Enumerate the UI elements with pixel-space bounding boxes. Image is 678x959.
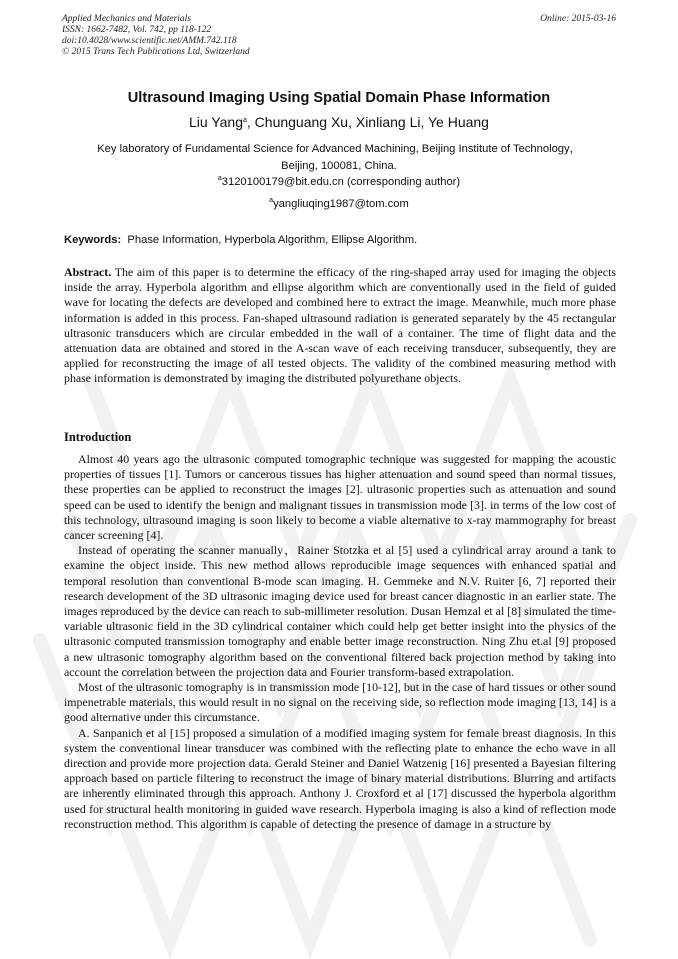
keywords-text: Phase Information, Hyperbola Algorithm, Ellipse Algorithm.	[127, 234, 418, 246]
email-2[interactable]	[40, 198, 638, 210]
affiliation	[40, 141, 638, 175]
email-1-text[interactable]: 3120100179@bit.edu.cn (corresponding author)	[221, 176, 461, 188]
doi-line: doi:10.4028/www.scientific.net/AMM.742.118	[62, 36, 237, 46]
paper-title: Ultrasound Imaging Using Spatial Domain Phase Information	[127, 90, 551, 106]
intro-paragraph-1: Almost 40 years ago the ultrasonic computed tomographic technique was suggested for mapping the acoustic properties of tissues [1]. Tumors or cancerous tissues has higher attenuation and sound speed than normal tissues, these properties can be applied to reconstruct the images [2]. ultrasonic properties such as attenuation and sound speed can be used to identify the benign and malignant tissues in transmission mode [3]. in terms of the low cost of this technology, ultrasound imaging is soon likely to become a viable alternative to x-ray mammography for breast cancer screening [4].	[64, 452, 616, 543]
introduction-body	[64, 452, 616, 832]
journal-header	[62, 14, 616, 58]
intro-paragraph-2: Instead of operating the scanner manually，Rainer Stotzka et al [5] used a cylindrical array around a tank to examine the object inside. This new method allows reproducible image sequences with enhanced spatial and temporal resolution than conventional B-mode scan imaging. H. Gemmeke and N.V. Ruiter [6, 7] reported their research development of the 3D ultrasonic imaging device used for breast cancer diagnostic in an earlier state. The images reproduced by the device can reach to sub-millimeter resolution. Dusan Hemzal et al [8] simulated the time-variable ultrasonic field in the 3D cylindrical container which could help get better insight into the physics of the ultrasonic computed transmission tomography and enable better image reconstruction. Ning Zhu et.al [9] proposed a new ultrasonic tomography algorithm based on the conventional filtered back projection method by taking into account the correlation between the projection data and Fourier transform-based extrapolation.	[64, 543, 616, 679]
abstract-label: Abstract.	[64, 265, 112, 279]
affiliation-line-2: Beijing, 100081, China.	[281, 160, 397, 172]
keywords-label: Keywords:	[64, 234, 122, 246]
author-list	[40, 114, 638, 130]
email-1-mark: a	[217, 175, 222, 182]
abstract-text: The aim of this paper is to determine the efficacy of the ring-shaped array used for imaging the objects inside the array. Hyperbola algorithm and ellipse algorithm which are conventionally used in the field of guided wave for locating the defects are developed and combined here to extract the image. Meanwhile, much more phase information is added in this process. Fan-shaped ultrasound radiation is generated separately by the 45 rectangular ultrasonic transducers which are circular embedded in the wall of a container. The time of flight data and the attenuation data are obtained and stored in the A-scan wave of each receiving transducer, subsequently, they are applied for reconstructing the image of all tested objects. The validity of the combined measuring method with phase information is demonstrated by imaging the distributed polyurethane objects.	[64, 265, 616, 386]
copyright-line: © 2015 Trans Tech Publications Ltd, Switzerland	[62, 47, 250, 57]
author-first-affil-mark: a	[242, 117, 247, 124]
journal-name: Applied Mechanics and Materials	[62, 14, 192, 24]
author-rest: , Chunguang Xu, Xinliang Li, Ye Huang	[246, 114, 489, 130]
intro-paragraph-3: Most of the ultrasonic tomography is in transmission mode [10-12], but in the case of hard tissues or other sound impenetrable materials, this would result in no signal on the receiving side, so reflection mode imaging [13, 14] is a good alternative under this circumstance.	[64, 680, 616, 725]
abstract	[64, 265, 616, 387]
affiliation-line-1: Key laboratory of Fundamental Science for Advanced Machining, Beijing Institute of Technology，	[97, 143, 581, 155]
author-first: Liu Yang	[189, 114, 243, 130]
issn-line: ISSN: 1662-7482, Vol. 742, pp 118-122	[62, 25, 212, 35]
keywords	[64, 234, 616, 246]
section-heading-introduction: Introduction	[64, 430, 132, 444]
email-2-text[interactable]: yangliuqing1987@tom.com	[273, 198, 409, 210]
online-date: Online: 2015-03-16	[540, 14, 616, 24]
email-1[interactable]	[40, 176, 638, 188]
intro-paragraph-4: A. Sanpanich et al [15] proposed a simulation of a modified imaging system for female breast diagnosis. In this system the conventional linear transducer was combined with the reflecting plate to enhance the echo wave in all direction and provide more projection data. Gerald Steiner and Daniel Watzenig [16] presented a Bayesian filtering approach based on particle filtering to reconstruct the image of binary material distributions. Blurring and artifacts are inherently eliminated through this approach. Anthony J. Croxford et al [17] discussed the hyperbola algorithm used for structural health monitoring in guided wave research. Hyperbola imaging is also a kind of reflection mode reconstruction method. This algorithm is capable of detecting the presence of damage in a structure by	[64, 725, 616, 831]
email-2-mark: a	[269, 197, 274, 204]
